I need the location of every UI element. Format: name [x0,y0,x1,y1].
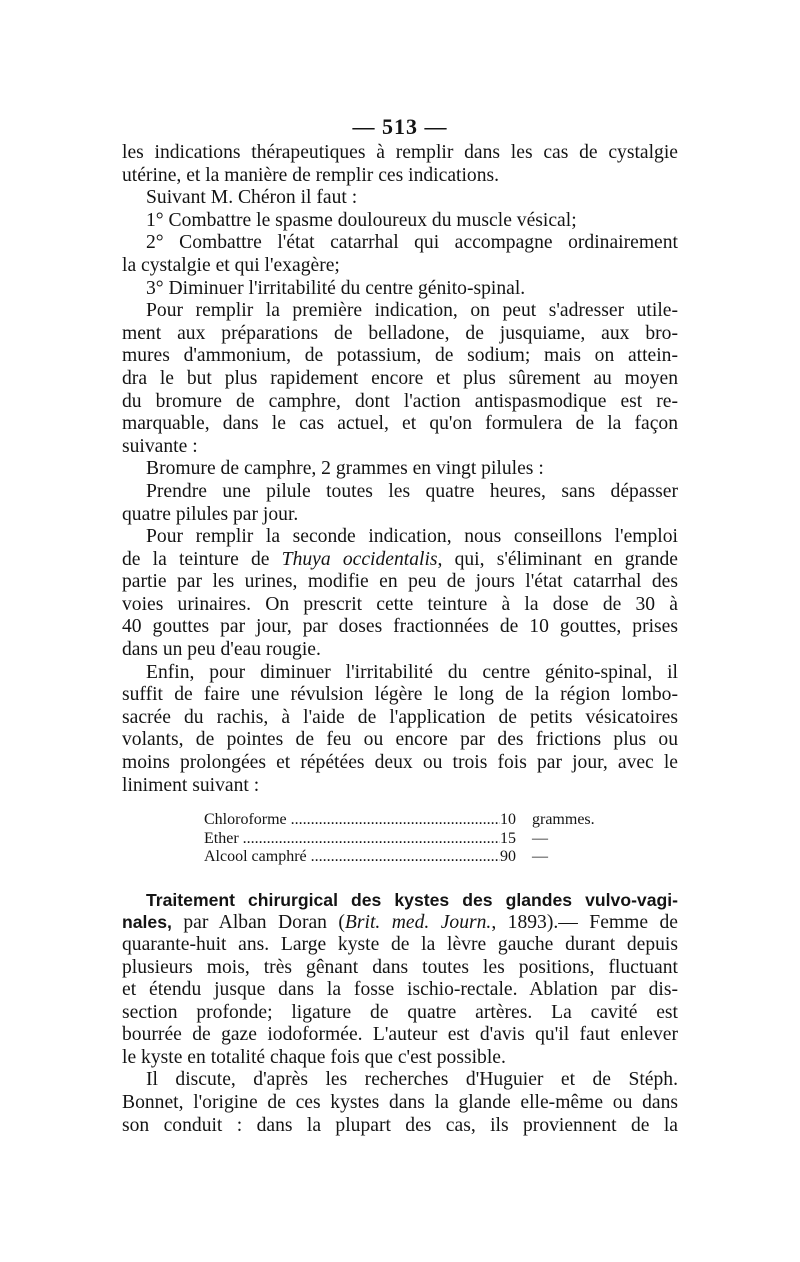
text-run: par Alban Doran ( [171,912,345,934]
section-heading: Traitement chirurgical des kystes des glandes vulvo-vagi- [146,889,678,910]
text-run: , qui, s'éliminant en grande [437,548,679,570]
text-line: plusieurs mois, très gênant dans toutes les positions, fluctuant [122,956,678,978]
text-line: voies urinaires. On prescrit cette teinture à la dose de 30 à [122,593,678,615]
ingredient-unit: — [532,829,548,847]
ingredient-quantity: 90 [500,848,516,866]
text-line: Enfin, pour diminuer l'irritabilité du centre génito-spinal, il [146,661,678,683]
text-line: partie par les urines, modifie en peu de jours l'état catarrhal des [122,571,678,593]
text-line: liniment suivant : [122,774,260,796]
text-line: suivante : [122,435,198,457]
text-line: quarante-huit ans. Large kyste de la lèvre gauche durant depuis [122,933,678,955]
text-line: 1° Combattre le spasme douloureux du muscle vésical; [146,209,577,231]
text-line: Il discute, d'après les recherches d'Huguier et de Stéph. [146,1069,678,1091]
text-line: 40 gouttes par jour, par doses fractionnées de 10 gouttes, prises [122,616,678,638]
text-line: bourrée de gaze iodoformée. L'auteur est d'avis qu'il faut enlever [122,1024,678,1046]
ingredient-quantity: 10 [500,811,516,829]
spacer [122,867,678,889]
text-line: mures d'ammonium, de potassium, de sodium; mais on attein- [122,345,678,367]
text-line [122,911,678,934]
text-line: Bonnet, l'origine de ces kystes dans la glande elle-même ou dans [122,1092,678,1114]
recipe-row [204,830,624,849]
text-line: le kyste en totalité chaque fois que c'est possible. [122,1046,506,1068]
species-name: Thuya occidentalis [281,548,438,570]
text-line: Prendre une pilule toutes les quatre heures, sans dépasser [146,480,678,502]
text-line: ment aux préparations de belladone, de jusquiame, aux bro- [122,322,678,344]
text-line: son conduit : dans la plupart des cas, ils proviennent de la [122,1114,678,1136]
body-text [122,142,678,1137]
journal-name: Brit. med. Journ. [344,912,492,934]
text-line: Bromure de camphre, 2 grammes en vingt pilules : [146,458,544,480]
section-heading: nales, [122,912,172,933]
text-line: la cystalgie et qui l'exagère; [122,254,340,276]
recipe-table [204,811,624,867]
text-line: quatre pilules par jour. [122,503,299,525]
section-heading-line [122,889,678,912]
text-line: Suivant M. Chéron il faut : [146,187,358,209]
text-line: et étendu jusque dans la fosse ischio-rectale. Ablation par dis- [122,979,678,1001]
text-run: , 1893).— Femme de [491,912,678,934]
text-line: sacrée du rachis, à l'aide de l'application de petits vésicatoires [122,706,678,728]
text-line: Pour remplir la première indication, on peut s'adresser utile- [146,300,678,322]
text-line: dra le but plus rapidement encore et plus sûrement au moyen [122,367,678,389]
recipe-row [204,811,624,830]
page-number: — 513 — [352,114,448,139]
ingredient-name: Chloroforme ..... [204,811,500,830]
text-line: 3° Diminuer l'irritabilité du centre génito-spinal. [146,277,526,299]
text-line: les indications thérapeutiques à remplir dans les cas de cystalgie [122,142,678,163]
text-line: utérine, et la manière de remplir ces indications. [122,164,500,186]
ingredient-name: Ether ..... [204,830,500,849]
ingredient-unit: grammes. [532,811,595,829]
text-line: 2° Combattre l'état catarrhal qui accompagne ordinairement [146,232,678,254]
ingredient-unit: — [532,848,548,866]
text-run: de la teinture de [122,548,282,570]
text-line: section profonde; ligature de quatre artères. La cavité est [122,1001,678,1023]
spacer [122,797,678,811]
text-line: volants, de pointes de feu ou encore par des frictions plus ou [122,729,678,751]
text-line: dans un peu d'eau rougie. [122,639,321,661]
text-line: moins prolongées et répétées deux ou trois fois par jour, avec le [122,752,678,774]
text-line [122,549,678,572]
text-line: Pour remplir la seconde indication, nous conseillons l'emploi [146,526,678,548]
text-line: suffit de faire une révulsion légère le long de la région lombo- [122,684,678,706]
text-line: du bromure de camphre, dont l'action antispasmodique est re- [122,390,678,412]
ingredient-name: Alcool camphré ..... [204,848,500,867]
text-line: marquable, dans le cas actuel, et qu'on formulera de la façon [122,413,678,435]
ingredient-quantity: 15 [500,829,516,847]
recipe-row [204,848,624,867]
